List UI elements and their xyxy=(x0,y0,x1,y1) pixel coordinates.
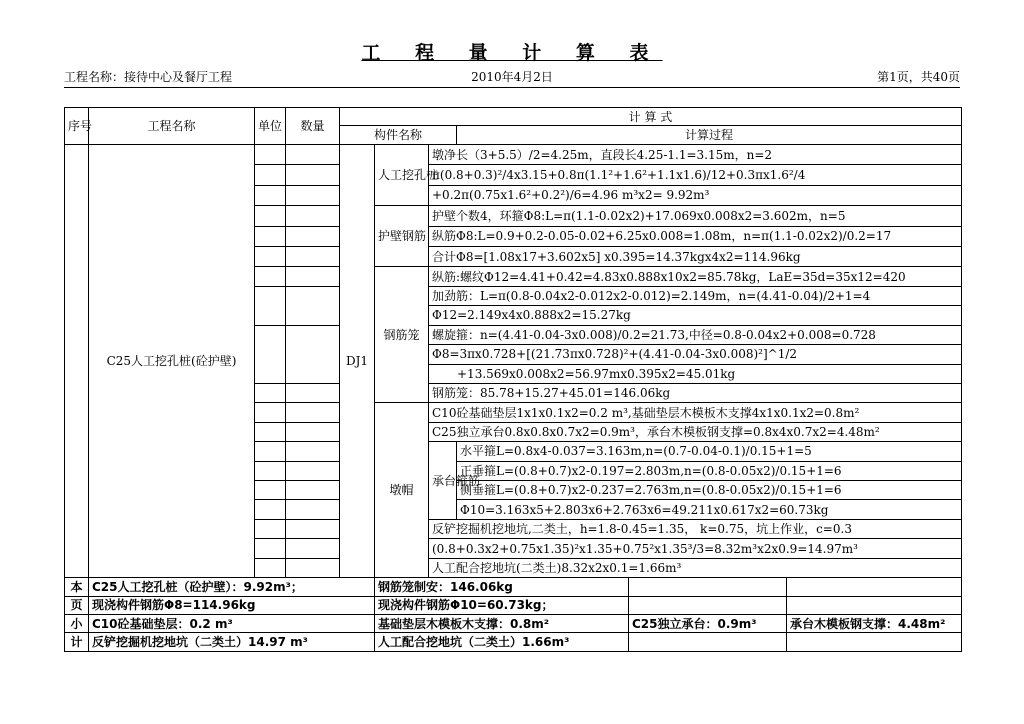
qty-cell xyxy=(286,442,340,461)
unit-cell xyxy=(255,383,286,402)
report-date: 2010年4月2日 xyxy=(471,70,553,84)
qty-cell xyxy=(286,206,340,226)
summary-cell: 现浇构件钢筋Φ8=114.96kg xyxy=(89,596,375,614)
summary-cell xyxy=(787,578,962,596)
item-name: C25人工挖孔桩(砼护壁) xyxy=(89,144,255,577)
group-wall-rebar: 护壁钢筋 xyxy=(375,206,429,267)
unit-cell xyxy=(255,403,286,422)
summary-cell xyxy=(629,596,787,614)
qty-cell xyxy=(286,325,340,383)
unit-cell xyxy=(255,226,286,246)
calc-line: 水平箍L=0.8x4-0.037=3.163m,n=(0.7-0.04-0.1)/0.15+1=5 xyxy=(457,442,962,461)
qty-cell xyxy=(286,519,340,538)
calc-line: 加劲筋：L=π(0.8-0.04x2-0.012x2-0.012)=2.149m，n=(4.41-0.04)/2+1=4 xyxy=(429,286,962,305)
calc-line: Φ8=3πx0.728+[(21.73πx0.728)²+(4.41-0.04-3x0.008)²]^1/2 xyxy=(429,345,962,364)
unit-cell xyxy=(255,442,286,461)
col-header-name: 工程名称 xyxy=(89,108,255,145)
unit-cell xyxy=(255,500,286,519)
summary-cell: 人工配合挖地坑（二类土）1.66m³ xyxy=(375,633,629,652)
calc-line: 正垂箍L=(0.8+0.7)x2-0.197=2.803m,n=(0.8-0.05x2)/0.15+1=6 xyxy=(457,461,962,480)
qty-cell xyxy=(286,422,340,441)
col-header-seq: 序号 xyxy=(65,108,89,145)
page-indicator: 第1页，共40页 xyxy=(877,70,960,84)
summary-side-label: 页 xyxy=(65,596,89,614)
summary-cell: 现浇构件钢筋Φ10=60.73kg； xyxy=(375,596,629,614)
qty-cell xyxy=(286,500,340,519)
summary-cell: C25人工挖孔桩（砼护壁）：9.92m³； xyxy=(89,578,375,596)
col-header-qty: 数量 xyxy=(286,108,340,145)
calc-line: 钢筋笼：85.78+15.27+45.01=146.06kg xyxy=(429,383,962,402)
calc-line: π(0.8+0.3)²/4x3.15+0.8π(1.1²+1.6²+1.1x1.6)/12+0.3πx1.6²/4 xyxy=(429,165,962,185)
summary-side-label: 计 xyxy=(65,633,89,652)
qty-cell xyxy=(286,403,340,422)
qty-cell xyxy=(286,144,340,164)
unit-cell xyxy=(255,558,286,577)
unit-cell xyxy=(255,519,286,538)
unit-cell xyxy=(255,325,286,383)
qty-cell xyxy=(286,461,340,480)
summary-cell: 钢筋笼制安：146.06kg xyxy=(375,578,629,596)
unit-cell xyxy=(255,144,286,164)
calc-line: 纵筋Φ8:L=0.9+0.2-0.05-0.02+6.25x0.008=1.08m，n=π(1.1-0.02x2)/0.2=17 xyxy=(429,226,962,246)
calc-line: Φ12=2.149x4x0.888x2=15.27kg xyxy=(429,306,962,325)
quantity-table xyxy=(64,107,962,652)
unit-cell xyxy=(255,165,286,185)
qty-cell xyxy=(286,286,340,325)
unit-cell xyxy=(255,286,286,325)
unit-cell xyxy=(255,246,286,266)
qty-cell xyxy=(286,481,340,500)
calc-line: 人工配合挖地坑(二类土)8.32x2x0.1=1.66m³ xyxy=(429,558,962,577)
header-divider xyxy=(64,87,960,88)
summary-cell xyxy=(787,596,962,614)
qty-cell xyxy=(286,165,340,185)
group-cage: 钢筋笼 xyxy=(375,267,429,403)
col-header-unit: 单位 xyxy=(255,108,286,145)
unit-cell xyxy=(255,539,286,558)
qty-cell xyxy=(286,246,340,266)
summary-cell: C10砼基础垫层：0.2 m³ xyxy=(89,614,375,632)
seq-cell xyxy=(65,144,89,577)
summary-cell: 反铲挖掘机挖地坑（二类土）14.97 m³ xyxy=(89,633,375,652)
unit-cell xyxy=(255,267,286,286)
summary-cell: C25独立承台：0.9m³ xyxy=(629,614,787,632)
summary-side-label: 小 xyxy=(65,614,89,632)
unit-cell xyxy=(255,206,286,226)
calc-line: C25独立承台0.8x0.8x0.7x2=0.9m³，承台木模板钢支撑=0.8x4x0.7x2=4.48m² xyxy=(429,422,962,441)
calc-line: 反铲挖掘机挖地坑,二类土，h=1.8-0.45=1.35， k=0.75，坑上作业，c=0.3 xyxy=(429,519,962,538)
col-header-process: 计算过程 xyxy=(457,126,962,144)
col-header-formula: 计 算 式 xyxy=(340,108,962,126)
calc-line: 螺旋箍：n=(4.41-0.04-3x0.008)/0.2=21.73,中径=0.8-0.04x2+0.008=0.728 xyxy=(429,325,962,344)
summary-cell xyxy=(787,633,962,652)
summary-cell: 基础垫层木模板木支撑：0.8m² xyxy=(375,614,629,632)
unit-cell xyxy=(255,461,286,480)
calc-line: (0.8+0.3x2+0.75x1.35)²x1.35+0.75²x1.35³/3=8.32m³x2x0.9=14.97m³ xyxy=(429,539,962,558)
calc-line: C10砼基础垫层1x1x0.1x2=0.2 m³,基础垫层木模板木支撑4x1x0.1x2=0.8m² xyxy=(429,403,962,422)
summary-side-label: 本 xyxy=(65,578,89,596)
group-cap: 墩帽 xyxy=(375,403,429,578)
qty-cell xyxy=(286,185,340,205)
calc-line: 纵筋:螺纹Φ12=4.41+0.42=4.83x0.888x10x2=85.78kg，LaE=35d=35x12=420 xyxy=(429,267,962,286)
calc-line: 合计Φ8=[1.08x17+3.602x5] x0.395=14.37kgx4x2=114.96kg xyxy=(429,246,962,266)
summary-cell: 承台木模板钢支撑：4.48m² xyxy=(787,614,962,632)
unit-cell xyxy=(255,185,286,205)
unit-cell xyxy=(255,481,286,500)
page-title: 工 程 量 计 算 表 xyxy=(361,42,663,64)
calc-line: +13.569x0.008x2=56.97mx0.395x2=45.01kg xyxy=(429,364,962,383)
calc-line: 墩净长（3+5.5）/2=4.25m，直段长4.25-1.1=3.15m，n=2 xyxy=(429,144,962,164)
qty-cell xyxy=(286,558,340,577)
calc-line: +0.2π(0.75x1.6²+0.2²)/6=4.96 m³x2= 9.92m³ xyxy=(429,185,962,205)
component-code: DJ1 xyxy=(340,144,375,577)
calc-line: 侧垂箍L=(0.8+0.7)x2-0.237=2.763m,n=(0.8-0.05x2)/0.15+1=6 xyxy=(457,481,962,500)
group-dig: 人工挖孔桩 xyxy=(375,144,429,205)
calc-line: 护壁个数4，环箍Φ8:L=π(1.1-0.02x2)+17.069x0.008x2=3.602m，n=5 xyxy=(429,206,962,226)
col-header-component: 构件名称 xyxy=(340,126,457,144)
summary-cell xyxy=(629,578,787,596)
qty-cell xyxy=(286,226,340,246)
summary-cell xyxy=(629,633,787,652)
qty-cell xyxy=(286,383,340,402)
qty-cell xyxy=(286,539,340,558)
group-cap-stirrup: 承台箍筋 xyxy=(429,442,457,520)
qty-cell xyxy=(286,267,340,286)
project-name: 工程名称：接待中心及餐厅工程 xyxy=(64,70,233,84)
unit-cell xyxy=(255,422,286,441)
calc-line: Φ10=3.163x5+2.803x6+2.763x6=49.211x0.617x2=60.73kg xyxy=(457,500,962,519)
